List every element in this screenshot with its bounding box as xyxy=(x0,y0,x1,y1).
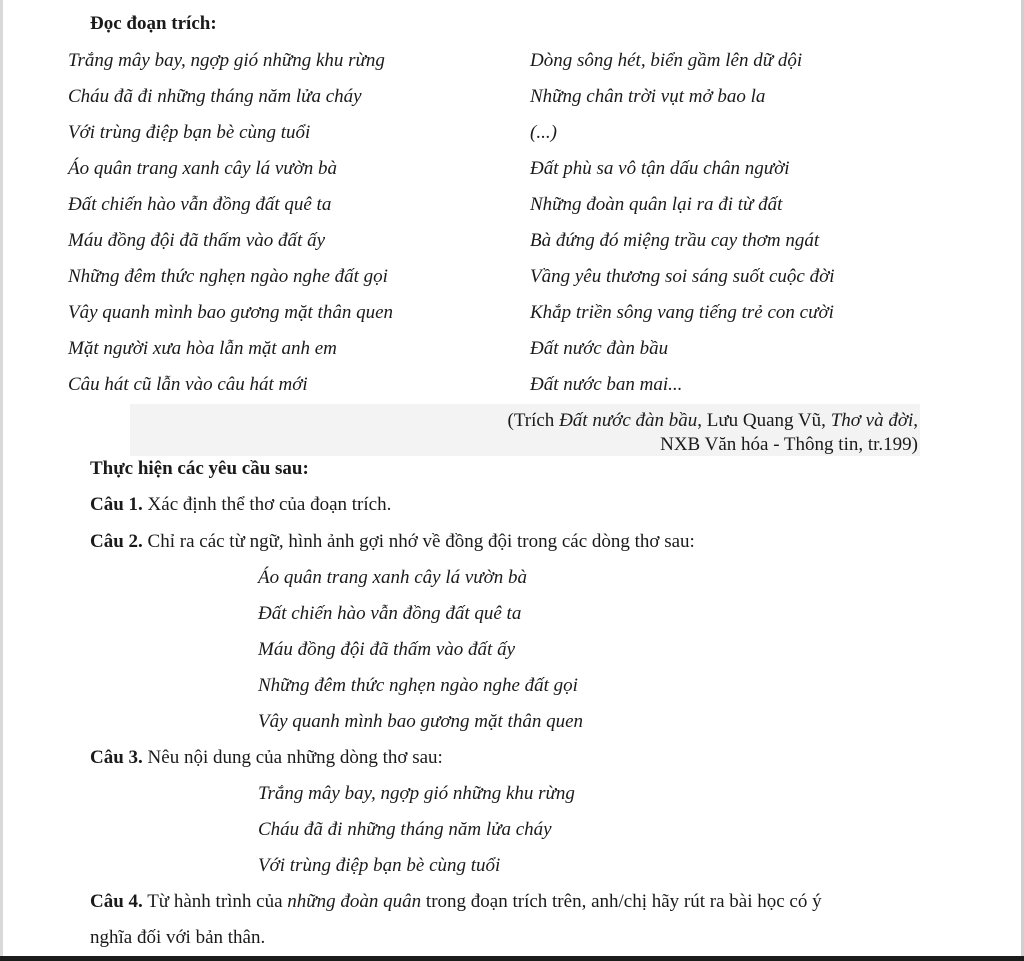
question-1 xyxy=(90,493,391,517)
poem-left-line: Những đêm thức nghẹn ngào nghe đất gọi xyxy=(68,266,388,287)
question-2-verse: Đất chiến hào vẫn đồng đất quê ta xyxy=(258,603,522,624)
question-3 xyxy=(90,746,443,770)
question-3-verse: Cháu đã đi những tháng năm lửa cháy xyxy=(258,819,552,840)
poem-left-line: Trắng mây bay, ngợp gió những khu rừng xyxy=(68,50,385,71)
citation-suffix: , xyxy=(913,410,918,431)
poem-right-line: Vầng yêu thương soi sáng suốt cuộc đời xyxy=(530,266,835,287)
poem-right-line: Khắp triền sông vang tiếng trẻ con cười xyxy=(530,302,834,323)
poem-left-line: Cháu đã đi những tháng năm lửa cháy xyxy=(68,86,362,107)
question-3-label: Câu 3. xyxy=(90,747,143,768)
poem-right-line: Đất nước đàn bầu xyxy=(530,338,669,359)
question-3-verse: Với trùng điệp bạn bè cùng tuổi xyxy=(258,855,501,876)
poem-right-line: Những chân trời vụt mở bao la xyxy=(530,86,766,107)
question-2-verse: Vây quanh mình bao gương mặt thân quen xyxy=(258,711,584,732)
question-3-verse: Trắng mây bay, ngợp gió những khu rừng xyxy=(258,783,575,804)
citation-work: Đất nước đàn bầu xyxy=(559,410,698,431)
poem-right-line: Đất nước ban mai... xyxy=(530,374,683,395)
question-4 xyxy=(90,890,822,914)
poem-right-line: Đất phù sa vô tận dấu chân người xyxy=(530,158,790,179)
question-2 xyxy=(90,530,695,554)
question-2-verse: Máu đồng đội đã thấm vào đất ấy xyxy=(258,639,516,660)
poem-left-line: Mặt người xưa hòa lẫn mặt anh em xyxy=(68,338,337,359)
poem-left-line: Vây quanh mình bao gương mặt thân quen xyxy=(68,302,394,323)
question-1-label: Câu 1. xyxy=(90,494,143,515)
question-2-label: Câu 2. xyxy=(90,531,143,552)
poem-left-line: Máu đồng đội đã thấm vào đất ấy xyxy=(68,230,326,251)
citation-line-1 xyxy=(508,409,919,433)
question-4-text-a: Từ hành trình của xyxy=(142,891,288,912)
question-4-emphasis: những đoàn quân xyxy=(287,891,422,912)
question-2-verse: Những đêm thức nghẹn ngào nghe đất gọi xyxy=(258,675,578,696)
poem-left-line: Đất chiến hào vẫn đồng đất quê ta xyxy=(68,194,332,215)
page-bottom-edge xyxy=(0,956,1024,961)
page-edge-left xyxy=(0,0,3,961)
reading-heading: Đọc đoạn trích: xyxy=(90,13,217,34)
question-4-label: Câu 4. xyxy=(90,891,143,912)
citation-book: Thơ và đời xyxy=(830,410,914,431)
question-4-line-2: nghĩa đối với bản thân. xyxy=(90,927,266,948)
poem-right-line: Bà đứng đó miệng trầu cay thơm ngát xyxy=(530,230,820,251)
poem-left-line: Với trùng điệp bạn bè cùng tuổi xyxy=(68,122,311,143)
tasks-heading: Thực hiện các yêu cầu sau: xyxy=(90,458,309,479)
citation-prefix: (Trích xyxy=(507,410,560,431)
citation-middle: , Lưu Quang Vũ, xyxy=(697,410,831,431)
citation-line-2: NXB Văn hóa - Thông tin, tr.199) xyxy=(660,434,918,455)
poem-left-line: Câu hát cũ lẫn vào câu hát mới xyxy=(68,374,308,395)
question-2-verse: Áo quân trang xanh cây lá vườn bà xyxy=(258,567,528,588)
question-3-text: Nêu nội dung của những dòng thơ sau: xyxy=(142,747,443,768)
poem-right-line: (...) xyxy=(530,122,557,143)
question-4-text-b: trong đoạn trích trên, anh/chị hãy rút ra bài học có ý xyxy=(421,891,822,912)
poem-left-line: Áo quân trang xanh cây lá vườn bà xyxy=(68,158,338,179)
poem-right-line: Dòng sông hét, biển gầm lên dữ dội xyxy=(530,50,803,71)
question-2-text: Chỉ ra các từ ngữ, hình ảnh gợi nhớ về đồng đội trong các dòng thơ sau: xyxy=(142,531,695,552)
poem-right-line: Những đoàn quân lại ra đi từ đất xyxy=(530,194,783,215)
question-1-text: Xác định thể thơ của đoạn trích. xyxy=(142,494,392,515)
